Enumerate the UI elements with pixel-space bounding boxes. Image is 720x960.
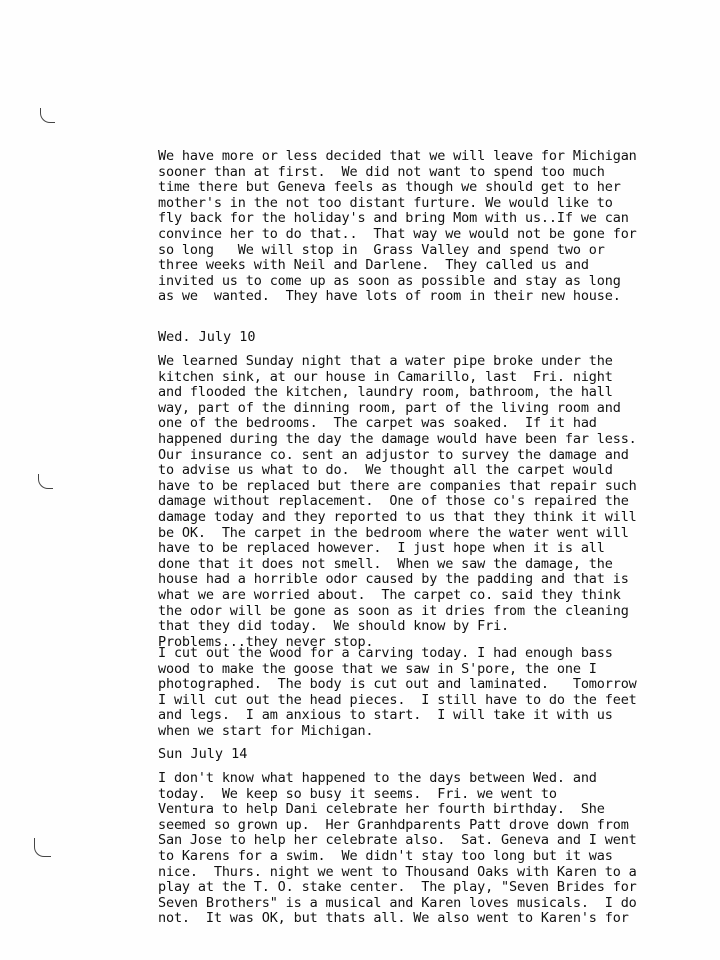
entry-heading-sun-july-14: Sun July 14	[158, 746, 248, 762]
entry-heading-wed-july-10: Wed. July 10	[158, 329, 256, 345]
margin-mark-middle	[38, 474, 53, 489]
paragraph-busy-days: I don't know what happened to the days between Wed. and today. We keep so busy it seems. Fri. we went to Ventura to help Dani celebrate her fourth birthday. She seemed so grown up. Her Granhdparents Patt drove down from San Jose to help her celebrate also. Sat. Geneva and I went to Karens for a swim. We didn't stay too long but it was nice. Thurs. night we went to Thousand Oaks with Karen to a play at the T. O. stake center. The play, "Seven Brides for Seven Brothers" is a musical and Karen loves musicals. I do not. It was OK, but thats all. We also went to Karen's for	[158, 770, 637, 927]
paragraph-leaving-for-michigan: We have more or less decided that we will leave for Michigan sooner than at first. We did not want to spend too much time there but Geneva feels as though we should get to her mother's in the not too distant furture. We would like to fly back for the holiday's and bring Mom with us..If we can convince her to do that.. That way we would not be gone for so long We will stop in Grass Valley and spend two or three weeks with Neil and Darlene. They called us and invited us to come up as soon as possible and stay as long as we wanted. They have lots of room in their new house.	[158, 148, 637, 305]
paragraph-wood-carving: I cut out the wood for a carving today. I had enough bass wood to make the goose that we saw in S'pore, the one I photographed. The body is cut out and laminated. Tomorrow I will cut out the head pieces. I still have to do the feet and legs. I am anxious to start. I will take it with us when we start for Michigan.	[158, 645, 637, 739]
paragraph-water-pipe: We learned Sunday night that a water pipe broke under the kitchen sink, at our house in Camarillo, last Fri. night and flooded the kitchen, laundry room, bathroom, the hall way, part of the dinning room, part of the living room and one of the bedrooms. The carpet was soaked. If it had happened during the day the damage would have been far less. Our insurance co. sent an adjustor to survey the damage and to advise us what to do. We thought all the carpet would have to be replaced but there are companies that repair such damage without replacement. One of those co's repaired the damage today and they reported to us that they think it will be OK. The carpet in the bedroom where the water went will have to be replaced however. I just hope when it is all done that it does not smell. When we saw the damage, the house had a horrible odor caused by the padding and that is what we are worried about. The carpet co. said they think the odor will be gone as soon as it dries from the cleaning that they did today. We should know by Fri. Problems...they never stop.	[158, 353, 637, 650]
margin-mark-bottom	[34, 838, 51, 857]
margin-mark-top	[40, 108, 55, 123]
